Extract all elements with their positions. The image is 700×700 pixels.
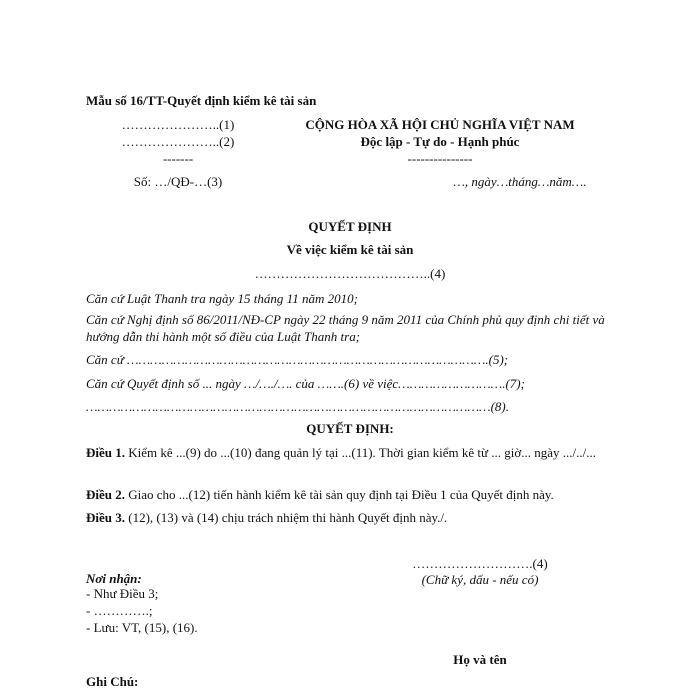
recipients-label: Nơi nhận: [86,571,142,586]
signature-note: (Chữ ký, dấu - nếu có) [421,572,539,587]
document-number: Số: …/QĐ-…(3) [133,174,223,189]
article-1-label: Điều 1. [86,445,125,460]
article-2-label: Điều 2. [86,487,125,502]
motto-divider: --------------- [407,151,473,166]
signature-issuer: ……………………….(4) [412,556,548,571]
issuing-authority: …………………………………..(4) [254,266,446,281]
decision-title: QUYẾT ĐỊNH [308,219,392,234]
article-3-label: Điều 3. [86,510,125,525]
organization-divider: ------- [162,151,194,166]
article-2-text: Giao cho ...(12) tiến hành kiểm kê tài sản quy định tại Điều 1 của Quyết định này. [125,487,554,502]
article-1 [86,444,606,461]
organization-line-1: …………………..(1) [121,117,235,132]
nation-title: CỘNG HÒA XÃ HỘI CHỦ NGHĨA VIỆT NAM [305,117,575,132]
recipient-item: - Lưu: VT, (15), (16). [86,620,198,635]
organization-line-2: …………………..(2) [121,134,235,149]
form-code: Mẫu số 16/TT-Quyết định kiểm kê tài sản [86,93,317,108]
article-2 [86,485,606,505]
recipient-item: - ………….; [86,603,153,618]
decision-heading: QUYẾT ĐỊNH: [306,421,394,436]
legal-basis-5: ……………………………………………………………………………………………(8). [86,399,509,414]
national-motto: Độc lập - Tự do - Hạnh phúc [360,134,520,149]
decision-subject: Về việc kiểm kê tài sản [286,242,414,257]
place-and-date: …, ngày…tháng…năm…. [453,174,587,189]
signer-name: Họ và tên [453,652,507,667]
article-3-text: (12), (13) và (14) chịu trách nhiệm thi hành Quyết định này./. [125,510,448,525]
recipient-item: - Như Điều 3; [86,586,159,601]
legal-basis-3: Căn cứ ………………………………………………………………………………….(5); [86,352,509,367]
article-3 [86,508,606,528]
legal-basis-4: Căn cứ Quyết định số ... ngày …/…./…. của …….(6) về việc……………………….(7); [86,376,525,391]
article-1-text: Kiểm kê ...(9) do ...(10) đang quản lý tại ...(11). Thời gian kiểm kê từ ... giờ... ngày .../../... [125,445,597,460]
legal-basis-1: Căn cứ Luật Thanh tra ngày 15 tháng 11 năm 2010; [86,291,358,306]
notes-label: Ghi Chú: [86,674,139,689]
legal-basis-2: Căn cứ Nghị định số 86/2011/NĐ-CP ngày 22 tháng 9 năm 2011 của Chính phủ quy định chi tiết và hướng dẫn thi hành một số điều của Luật Thanh tra; [86,312,605,344]
